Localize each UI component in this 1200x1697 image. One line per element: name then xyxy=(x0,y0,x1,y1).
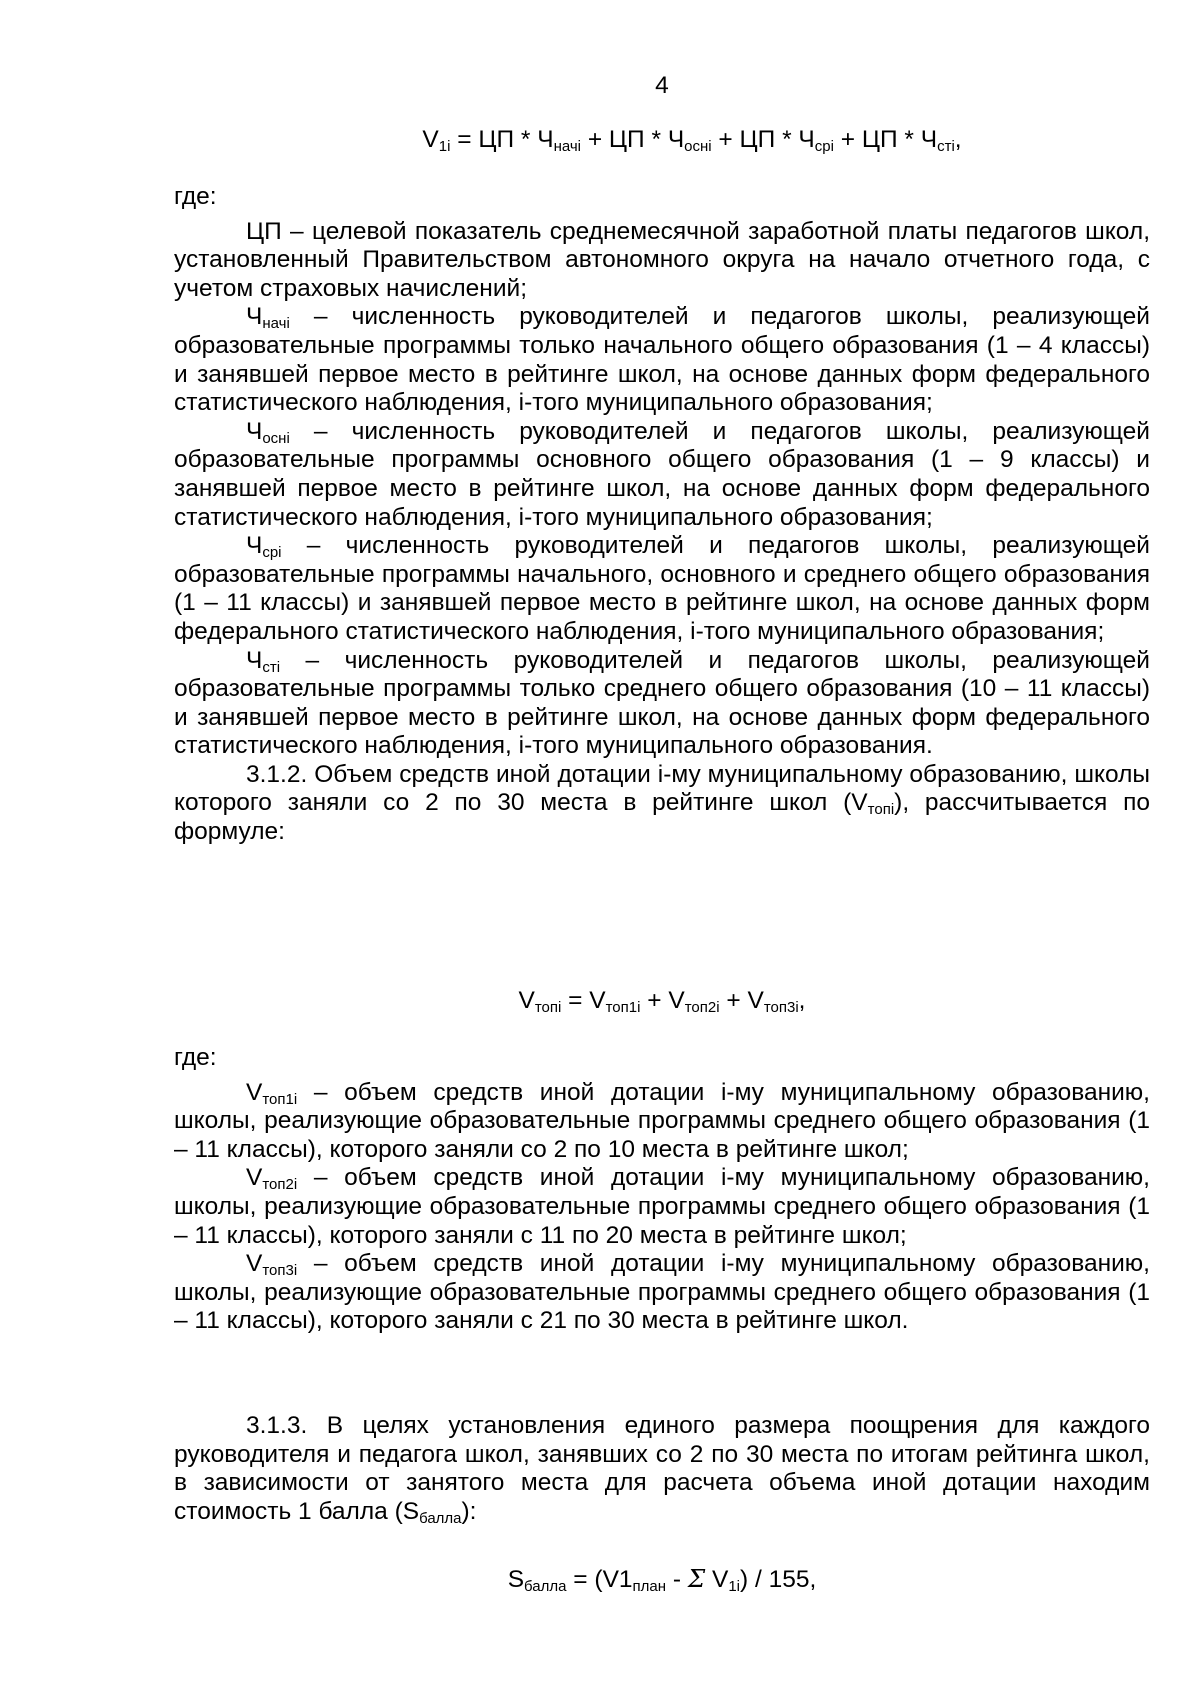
definition-subscript: топ2i xyxy=(262,1176,298,1194)
formula-subscript: начi xyxy=(553,138,582,155)
section-text: ): xyxy=(461,1497,477,1525)
formula-tail: , xyxy=(798,987,806,1014)
formula-subscript: 1i xyxy=(728,1578,741,1595)
section-text: ), рассчитывается по формуле: xyxy=(174,789,1150,846)
formula-term: = ЦП * Ч xyxy=(450,126,554,153)
definition-vtop3 xyxy=(174,1250,1150,1336)
definition-text: – численность руководителей и педагогов школы, реализующей образовательные программы только начального общего образования (1 – 4 классы) и занявшей первое место в рейтинге школ, на основе данных форм федерального статистического наблюдения, i-того муниципального образования; xyxy=(174,303,1150,417)
formula-subscript: топ3i xyxy=(763,999,799,1016)
formula-term: = V xyxy=(561,987,606,1014)
page-number: 4 xyxy=(655,72,669,99)
definition-symbol: V xyxy=(246,1250,263,1278)
formula-vtop xyxy=(174,987,1150,1016)
formula-symbol: V xyxy=(518,987,535,1014)
definition-text: – численность руководителей и педагогов школы, реализующей образовательные программы только среднего общего образования (10 – 11 классы) и занявшей первое место в рейтинге школ, на основе данных форм федерального статистического наблюдения, i-того муниципального образования. xyxy=(174,646,1150,760)
formula-term: = (V1 xyxy=(566,1566,633,1593)
where-label: где: xyxy=(174,1044,217,1071)
definition-text: – численность руководителей и педагогов школы, реализующей образовательные программы основного общего образования (1 – 9 классы) и занявшей первое место в рейтинге школ, на основе данных форм федерального статистического наблюдения, i-того муниципального образования; xyxy=(174,417,1150,531)
formula-subscript: срi xyxy=(814,138,834,155)
definition-subscript: оснi xyxy=(262,429,290,447)
section-3-1-3 xyxy=(174,1412,1150,1526)
section-text: 3.1.2. Объем средств иной дотации i-му муниципальному образованию, школы которого заняли со 2 по 30 места в рейтинге школ (V xyxy=(174,760,1150,817)
formula-term: + ЦП * Ч xyxy=(581,126,685,153)
formula-term: + V xyxy=(719,987,764,1014)
definition-subscript: срi xyxy=(262,544,282,562)
definition-ch-osn xyxy=(174,418,1150,532)
definition-symbol: V xyxy=(246,1078,263,1106)
section-subscript: топi xyxy=(867,801,895,819)
formula-subscript: 1i xyxy=(438,138,451,155)
definition-ch-sr xyxy=(174,532,1150,646)
sigma-symbol: Σ xyxy=(687,1564,706,1593)
definition-symbol: Ч xyxy=(246,532,263,560)
definition-subscript: стi xyxy=(262,658,281,676)
formula-v1i xyxy=(204,126,1180,155)
definition-ch-nach xyxy=(174,303,1150,417)
formula-symbol: V xyxy=(422,126,439,153)
definition-symbol: V xyxy=(246,1164,263,1192)
definitions-block-2 xyxy=(174,1044,1150,1336)
formula-term: - xyxy=(666,1566,688,1593)
definition-symbol: Ч xyxy=(246,417,263,445)
formula-tail: , xyxy=(954,126,962,153)
formula-term: + ЦП * Ч xyxy=(711,126,815,153)
formula-symbol: S xyxy=(507,1566,525,1593)
where-label: где: xyxy=(174,183,217,210)
section-subscript: балла xyxy=(419,1509,462,1527)
section-3-1-3-block xyxy=(174,1412,1150,1526)
definition-cp: ЦП – целевой показатель среднемесячной заработной платы педагогов школ, установленный Правительством автономного округа на начало отчетного года, с учетом страховых начислений; xyxy=(174,217,1150,302)
formula-subscript: балла xyxy=(524,1578,567,1595)
formula-subscript: топ1i xyxy=(605,999,641,1016)
formula-tail: ) / 155, xyxy=(740,1566,817,1593)
definition-text: – объем средств иной дотации i-му муниципальному образованию, школы, реализующие образовательные программы среднего общего образования (1 – 11 классы), которого заняли с 11 по 20 места в рейтинге школ; xyxy=(174,1164,1150,1249)
formula-subscript: план xyxy=(632,1578,667,1595)
definition-ch-st xyxy=(174,647,1150,761)
formula-subscript: топ2i xyxy=(684,999,720,1016)
definition-subscript: топ1i xyxy=(262,1090,298,1108)
definitions-block-1 xyxy=(174,183,1150,847)
formula-subscript: топi xyxy=(534,999,562,1016)
definition-subscript: топ3i xyxy=(262,1262,298,1280)
definition-symbol: Ч xyxy=(246,303,263,331)
section-3-1-2 xyxy=(174,761,1150,847)
definition-text: – численность руководителей и педагогов школы, реализующей образовательные программы начального, основного и среднего общего образования (1 – 11 классы) и занявшей первое место в рейтинге школ, на основе данных форм федерального статистического наблюдения, i-того муниципального образования; xyxy=(174,532,1150,645)
definition-vtop2 xyxy=(174,1164,1150,1250)
definition-text: – объем средств иной дотации i-му муниципальному образованию, школы, реализующие образовательные программы среднего общего образования (1 – 11 классы), которого заняли со 2 по 10 места в рейтинге школ; xyxy=(174,1078,1150,1163)
formula-subscript: стi xyxy=(937,138,955,155)
definition-subscript: начi xyxy=(262,315,290,333)
formula-term: V xyxy=(705,1566,729,1593)
formula-term: + ЦП * Ч xyxy=(833,126,938,153)
formula-term: + V xyxy=(640,987,685,1014)
formula-subscript: оснi xyxy=(684,138,712,155)
definition-text: – объем средств иной дотации i-му муниципальному образованию, школы, реализующие образовательные программы среднего общего образования (1 – 11 классы), которого заняли с 21 по 30 места в рейтинге школ. xyxy=(174,1250,1150,1335)
definition-symbol: Ч xyxy=(246,646,263,674)
formula-sballa xyxy=(174,1565,1150,1595)
section-text: 3.1.3. В целях установления единого размера поощрения для каждого руководителя и педагога школ, занявших со 2 по 30 места по итогам рейтинга школ, в зависимости от занятого места для расчета объема иной дотации находим стоимость 1 балла (S xyxy=(174,1412,1150,1525)
definition-vtop1 xyxy=(174,1079,1150,1165)
